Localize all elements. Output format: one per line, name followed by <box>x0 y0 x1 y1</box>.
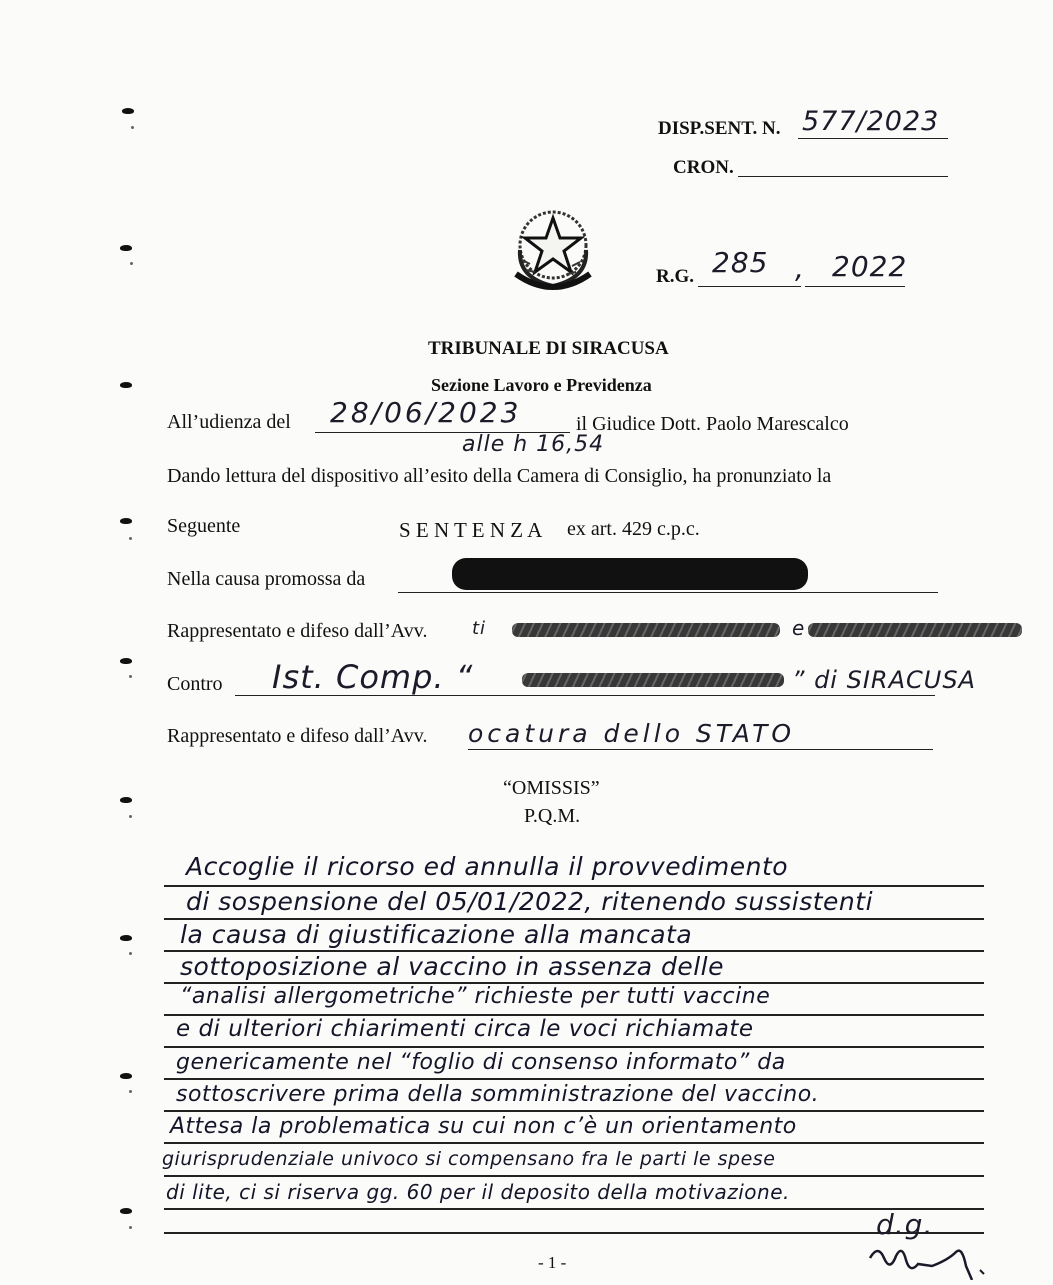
pqm-rule <box>164 1046 984 1048</box>
judge-signature <box>862 1236 992 1280</box>
hearing-reading-text: Dando lettura del dispositivo all’esito della Camera di Consiglio, ha pronunziato la <box>167 465 832 487</box>
binder-hole-2 <box>120 245 132 251</box>
rg-underline-1 <box>698 286 801 287</box>
binder-hole-1 <box>122 108 134 114</box>
rg-year: 2022 <box>832 250 908 283</box>
rg-label: R.G. <box>656 266 694 287</box>
promoted-underline <box>398 592 938 593</box>
redaction-lawyer-1 <box>512 623 780 637</box>
sentence-title: S E N T E N Z A <box>399 518 543 542</box>
binder-hole-3 <box>120 382 132 388</box>
binder-hole-5 <box>120 658 132 664</box>
redaction-plaintiff <box>452 558 808 590</box>
pqm-line: sottoscrivere prima della somministrazione del vaccino. <box>176 1082 820 1107</box>
page-number: - 1 - <box>538 1253 567 1272</box>
pqm-line: sottoposizione al vaccino in assenza delle <box>180 952 724 981</box>
rep1-prefix: ti <box>472 618 487 639</box>
redaction-institution <box>522 673 784 687</box>
contro-underline <box>235 695 935 696</box>
disp-sent-underline <box>798 138 948 139</box>
pqm-line: Accoglie il ricorso ed annulla il provvedimento <box>186 852 789 881</box>
rg-separator: , <box>795 252 805 285</box>
cron-underline <box>738 176 948 177</box>
pqm-line: genericamente nel “foglio di consenso informato” da <box>176 1050 786 1075</box>
pqm-rule <box>164 1208 984 1210</box>
binder-mark-8 <box>129 1090 132 1093</box>
pqm-line: Attesa la problematica su cui non c’è un orientamento <box>170 1114 797 1139</box>
rep2-value: ocatura dello STATO <box>468 719 796 748</box>
contro-value-b: ” di SIRACUSA <box>792 666 976 694</box>
binder-mark-6 <box>129 815 132 818</box>
cron-label: CRON. <box>673 157 734 178</box>
redaction-lawyer-2 <box>808 623 1022 637</box>
hearing-label: All’udienza del <box>167 411 291 433</box>
rg-underline-2 <box>805 286 905 287</box>
binder-mark-7 <box>129 952 132 955</box>
rep1-conj: e <box>792 616 806 640</box>
contro-value-a: Ist. Comp. “ <box>272 658 474 696</box>
pqm-line: “analisi allergometriche” richieste per tutti vaccine <box>180 984 771 1009</box>
pqm-line: e di ulteriori chiarimenti circa le voci richiamate <box>176 1016 754 1042</box>
court-title: TRIBUNALE DI SIRACUSA <box>428 338 669 359</box>
sentence-lead: Seguente <box>167 515 241 537</box>
binder-mark-5 <box>129 675 132 678</box>
binder-hole-6 <box>120 797 132 803</box>
pqm-line: di lite, ci si riserva gg. 60 per il deposito della motivazione. <box>166 1180 790 1204</box>
represented-label-1: Rappresentato e difeso dall’Avv. <box>167 620 428 642</box>
binder-mark-9 <box>129 1226 132 1229</box>
hearing-time-note: alle h 16,54 <box>462 432 605 457</box>
binder-mark-1 <box>131 126 134 129</box>
represented-label-2: Rappresentato e difeso dall’Avv. <box>167 725 428 747</box>
pqm-label: P.Q.M. <box>524 805 581 827</box>
binder-hole-9 <box>120 1208 132 1214</box>
initials: d.g. <box>876 1208 934 1241</box>
pqm-rule <box>164 1175 984 1177</box>
rep2-underline <box>468 749 933 750</box>
binder-hole-7 <box>120 935 132 941</box>
hearing-judge: il Giudice Dott. Paolo Marescalco <box>576 413 849 435</box>
rg-number: 285 <box>712 246 769 279</box>
pqm-line: di sospensione del 05/01/2022, ritenendo sussistenti <box>186 887 874 916</box>
pqm-rule <box>164 1232 984 1234</box>
pqm-rule <box>164 1110 984 1112</box>
italian-republic-emblem-icon <box>508 200 598 295</box>
court-section: Sezione Lavoro e Previdenza <box>431 375 652 395</box>
hearing-date: 28/06/2023 <box>330 396 522 429</box>
disp-sent-value: 577/2023 <box>802 106 940 137</box>
promoted-label: Nella causa promossa da <box>167 568 366 590</box>
pqm-line: la causa di giustificazione alla mancata <box>180 920 693 949</box>
binder-hole-8 <box>120 1073 132 1079</box>
binder-hole-4 <box>120 518 132 524</box>
pqm-rule <box>164 1142 984 1144</box>
binder-mark-4 <box>129 537 132 540</box>
pqm-line: giurisprudenziale univoco si compensano fra le parti le spese <box>162 1148 776 1170</box>
pqm-rule <box>164 1078 984 1080</box>
contro-label: Contro <box>167 673 223 695</box>
disp-sent-label: DISP.SENT. N. <box>658 118 781 139</box>
omissis-label: “OMISSIS” <box>503 777 600 799</box>
binder-mark-2 <box>130 262 133 265</box>
sentence-ref: ex art. 429 c.p.c. <box>567 518 700 540</box>
